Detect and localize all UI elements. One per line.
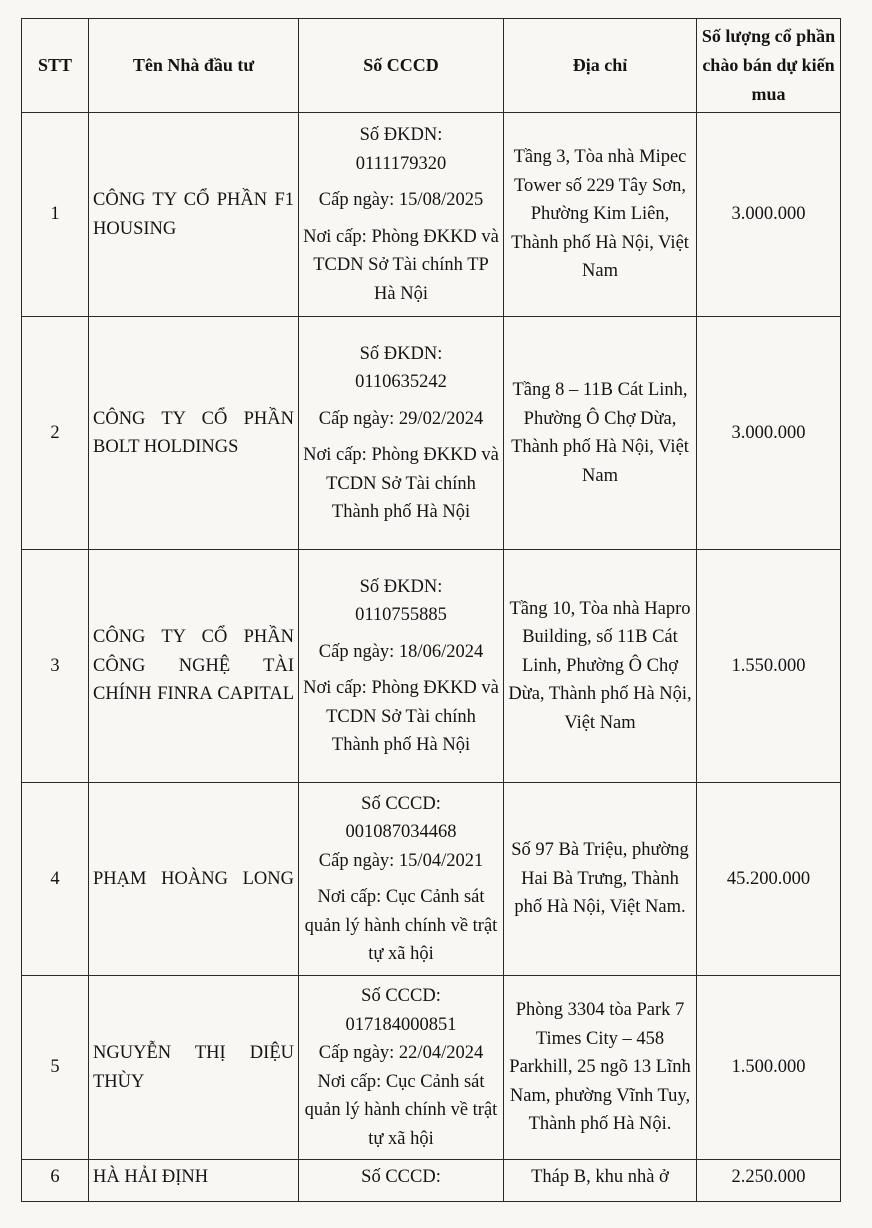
header-share-quantity: Số lượng cổ phần chào bán dự kiến mua [697,19,841,113]
table-row [22,1160,841,1202]
id-label: Số CCCD: [361,793,441,814]
investor-name: HÀ HẢI ĐỊNH [89,1160,299,1202]
table-row [22,550,841,783]
issue-date: Cấp ngày: 15/08/2025 [318,190,484,210]
row-stt: 6 [22,1160,89,1202]
table-row [22,976,841,1160]
id-number: 017184000851 [345,1014,457,1035]
issue-date: Cấp ngày: 22/04/2024 [318,1043,484,1063]
issue-date: Cấp ngày: 18/06/2024 [318,641,484,662]
id-number: 0111179320 [355,153,447,174]
share-quantity: 2.250.000 [697,1160,841,1202]
header-stt: STT [22,19,89,113]
address: Tầng 3, Tòa nhà Mipec Tower số 229 Tây Sơn, Phường Kim Liên, Thành phố Hà Nội, Việt Nam [504,113,697,317]
row-stt: 1 [22,113,89,317]
id-label: Số CCCD: [361,1167,441,1187]
address: Phòng 3304 tòa Park 7 Times City – 458 Parkhill, 25 ngõ 13 Lĩnh Nam, phường Vĩnh Tuy, Thành phố Hà Nội. [504,976,697,1160]
id-cell [299,783,504,976]
id-number: 001087034468 [345,822,457,842]
id-label: Số ĐKDN: [359,343,443,364]
id-cell [299,1160,504,1202]
header-investor-name: Tên Nhà đầu tư [89,19,299,113]
row-stt: 2 [22,317,89,550]
issue-date: Cấp ngày: 29/02/2024 [318,408,484,429]
issue-place: Nơi cấp: Phòng ĐKKD và TCDN Sở Tài chính Thành phố Hà Nội [303,445,499,522]
issue-place: Nơi cấp: Cục Cảnh sát quản lý hành chính về trật tự xã hội [304,1071,498,1149]
id-label: Số ĐKDN: [359,125,443,145]
header-id-number: Số CCCD [299,19,504,113]
id-cell [299,113,504,317]
id-cell [299,317,504,550]
id-number: 0110635242 [355,372,447,392]
table-row [22,113,841,317]
table-header-row [22,19,841,113]
table-row [22,783,841,976]
share-quantity: 3.000.000 [697,317,841,550]
address: Tháp B, khu nhà ở [504,1160,697,1202]
id-number: 0110755885 [355,605,447,625]
issue-place: Nơi cấp: Phòng ĐKKD và TCDN Sở Tài chính Thành phố Hà Nội [303,678,499,755]
row-stt: 3 [22,550,89,783]
share-quantity: 3.000.000 [697,113,841,317]
id-cell [299,976,504,1160]
header-address: Địa chỉ [504,19,697,113]
investor-name: CÔNG TY CỔ PHẦN BOLT HOLDINGS [89,317,299,550]
id-cell [299,550,504,783]
investor-name: NGUYỄN THỊ DIỆU THÙY [89,976,299,1160]
table-row [22,317,841,550]
share-quantity: 1.550.000 [697,550,841,783]
address: Số 97 Bà Triệu, phường Hai Bà Trưng, Thành phố Hà Nội, Việt Nam. [504,783,697,976]
row-stt: 4 [22,783,89,976]
id-label: Số ĐKDN: [359,576,443,597]
investor-table [21,18,841,1202]
address: Tầng 8 – 11B Cát Linh, Phường Ô Chợ Dừa, Thành phố Hà Nội, Việt Nam [504,317,697,550]
address: Tầng 10, Tòa nhà Hapro Building, số 11B Cát Linh, Phường Ô Chợ Dừa, Thành phố Hà Nội, Việt Nam [504,550,697,783]
id-label: Số CCCD: [361,986,441,1006]
investor-name: CÔNG TY CỔ PHẦN CÔNG NGHỆ TÀI CHÍNH FINRA CAPITAL [89,550,299,783]
issue-date: Cấp ngày: 15/04/2021 [318,850,484,871]
share-quantity: 45.200.000 [697,783,841,976]
row-stt: 5 [22,976,89,1160]
issue-place: Nơi cấp: Phòng ĐKKD và TCDN Sở Tài chính TP Hà Nội [303,226,499,304]
share-quantity: 1.500.000 [697,976,841,1160]
investor-name: CÔNG TY CỔ PHẦN F1 HOUSING [89,113,299,317]
investor-name: PHẠM HOÀNG LONG [89,783,299,976]
issue-place: Nơi cấp: Cục Cảnh sát quản lý hành chính về trật tự xã hội [304,887,498,964]
